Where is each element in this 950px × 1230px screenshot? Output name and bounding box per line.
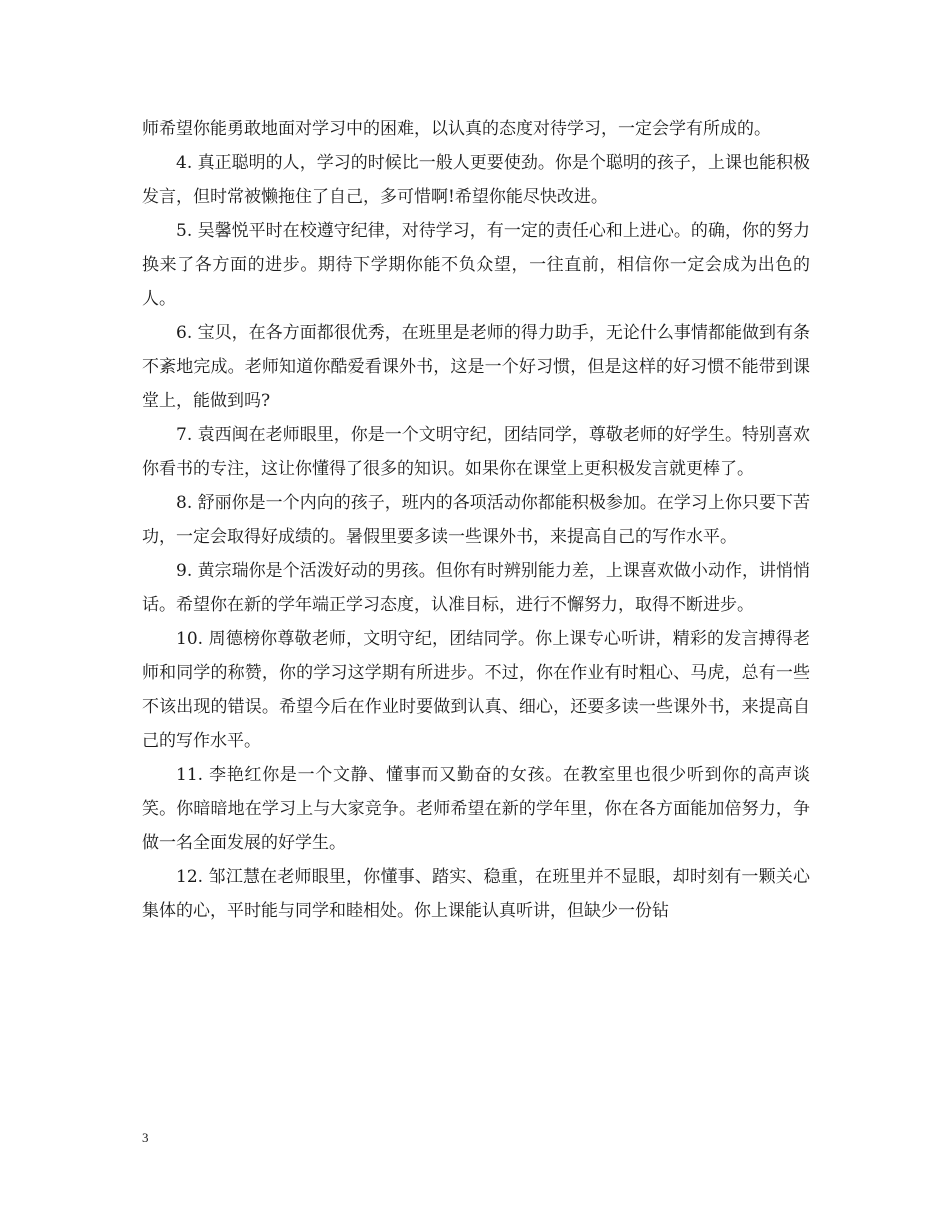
paragraph-item-5: 5. 吴馨悦平时在校遵守纪律，对待学习，有一定的责任心和上进心。的确，你的努力换来了各方面的进步。期待下学期你能不负众望，一往直前，相信你一定会成为出色的人。: [142, 221, 810, 309]
paragraph-item-4: 4. 真正聪明的人，学习的时候比一般人更要使劲。你是个聪明的孩子，上课也能积极发言，但时常被懒拖住了自己，多可惜啊!希望你能尽快改进。: [142, 153, 810, 207]
paragraph-item-10: 10. 周德榜你尊敬老师，文明守纪，团结同学。你上课专心听讲，精彩的发言搏得老师和同学的称赞，你的学习这学期有所进步。不过，你在作业有时粗心、马虎，总有一些不该出现的错误。希望今后在作业时要做到认真、细心，还要多读一些课外书，来提高自己的写作水平。: [142, 629, 810, 751]
paragraph-item-12: 12. 邹江慧在老师眼里，你懂事、踏实、稳重，在班里并不显眼，却时刻有一颗关心集体的心，平时能与同学和睦相处。你上课能认真听讲，但缺少一份钻: [142, 867, 810, 921]
paragraph-item-7: 7. 袁西闽在老师眼里，你是一个文明守纪，团结同学，尊敬老师的好学生。特别喜欢你看书的专注，这让你懂得了很多的知识。如果你在课堂上更积极发言就更棒了。: [142, 425, 810, 479]
page-number: 3: [142, 1130, 149, 1145]
document-body: [142, 112, 810, 928]
paragraph-item-9: 9. 黄宗瑞你是个活泼好动的男孩。但你有时辨别能力差，上课喜欢做小动作，讲悄悄话。希望你在新的学年端正学习态度，认准目标，进行不懈努力，取得不断进步。: [142, 561, 810, 615]
paragraph-continuation: 师希望你能勇敢地面对学习中的困难，以认真的态度对待学习，一定会学有所成的。: [142, 119, 771, 139]
paragraph-item-6: 6. 宝贝，在各方面都很优秀，在班里是老师的得力助手，无论什么事情都能做到有条不紊地完成。老师知道你酷爱看课外书，这是一个好习惯，但是这样的好习惯不能带到课堂上，能做到吗?: [142, 323, 810, 411]
paragraph-item-11: 11. 李艳红你是一个文静、懂事而又勤奋的女孩。在教室里也很少听到你的高声谈笑。你暗暗地在学习上与大家竞争。老师希望在新的学年里，你在各方面能加倍努力，争做一名全面发展的好学生。: [142, 765, 810, 853]
paragraph-item-8: 8. 舒丽你是一个内向的孩子，班内的各项活动你都能积极参加。在学习上你只要下苦功，一定会取得好成绩的。暑假里要多读一些课外书，来提高自己的写作水平。: [142, 493, 810, 547]
